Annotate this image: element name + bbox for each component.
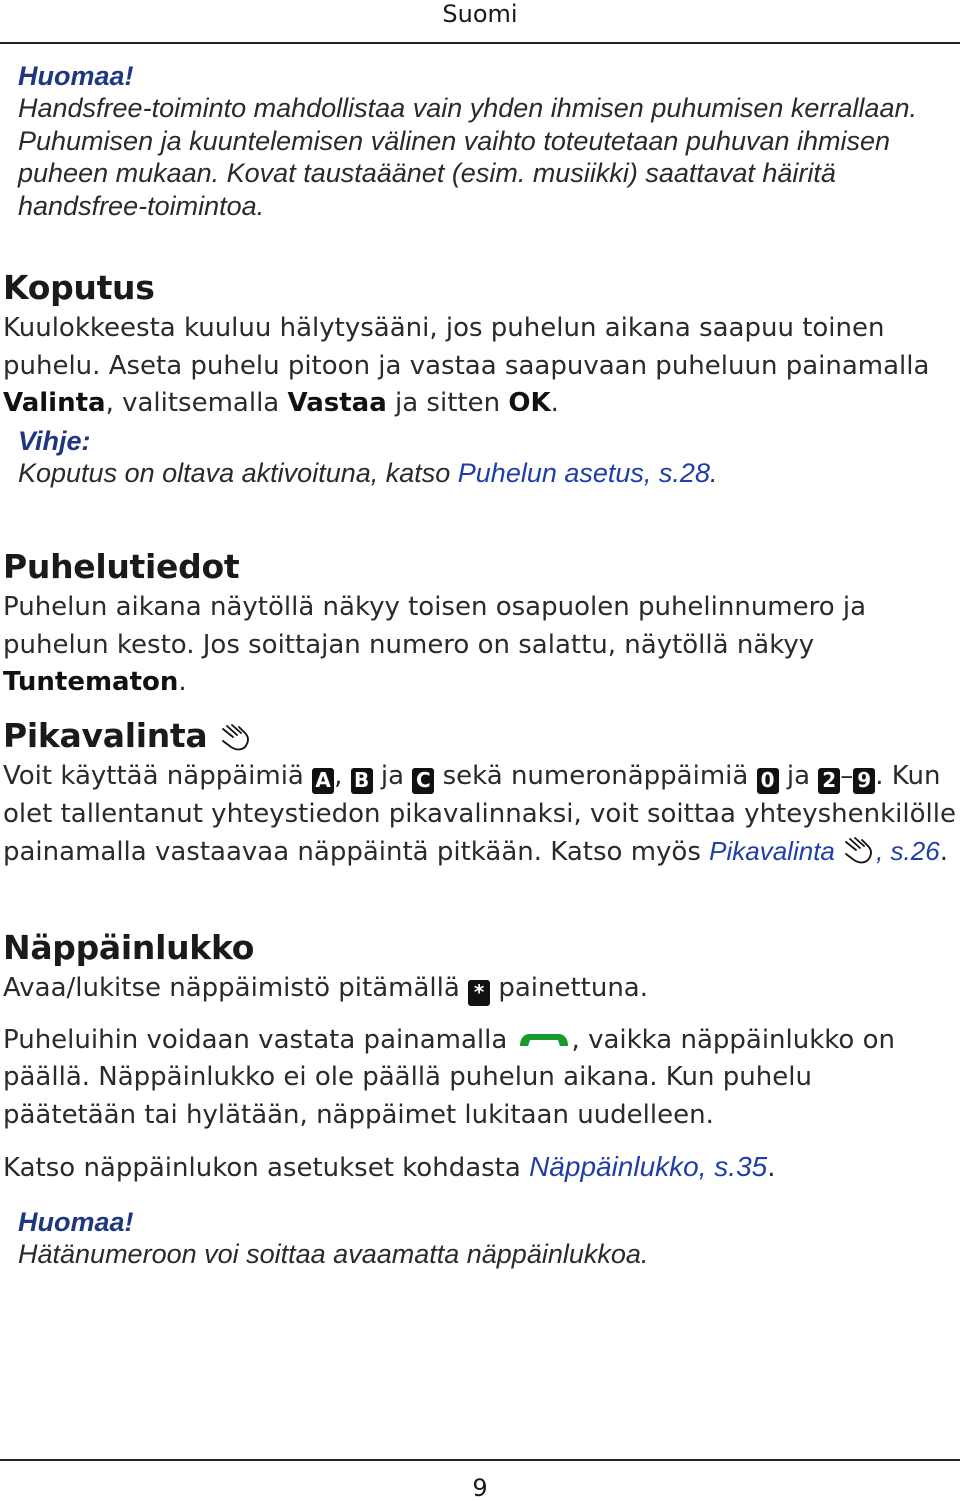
key-star-icon: * (468, 980, 490, 1006)
section-nappainlukko (3, 928, 958, 1188)
text-run: Puheluihin voidaan vastata painamalla (3, 1024, 516, 1055)
key-0-icon: 0 (757, 768, 779, 794)
note-box (3, 60, 958, 222)
footer-rule (0, 1459, 960, 1461)
tip-box (3, 425, 958, 490)
text-run: Puhelun aikana näytöllä näkyy toisen osapuolen puhelinnumero ja puhelun kesto. Jos soittajan numero on salattu, näytöllä näkyy (3, 592, 867, 660)
text-run: . (178, 667, 187, 697)
section-text (3, 758, 958, 872)
text-run: sekä numeronäppäimiä (434, 761, 757, 791)
ui-term-valinta: Valinta (3, 388, 106, 418)
text-run: ja (372, 761, 413, 791)
ui-term-tuntematon: Tuntematon (3, 667, 179, 697)
tip-body (18, 457, 958, 490)
key-a-icon: A (312, 768, 334, 794)
text-run: ja (778, 761, 819, 791)
section-puhelutiedot (3, 547, 958, 702)
text-run: Katso näppäinlukon asetukset kohdasta (3, 1153, 530, 1183)
link-suffix: , s.26 (876, 836, 940, 866)
section-pikavalinta (3, 716, 958, 872)
section-text (3, 1022, 958, 1135)
call-answer-icon (516, 1028, 572, 1052)
section-text (3, 1148, 958, 1188)
ui-term-ok: OK (508, 388, 551, 418)
note-title: Huomaa! (18, 1207, 134, 1237)
note-title: Huomaa! (18, 61, 134, 91)
text-run: ja sitten (386, 388, 509, 418)
text-run: , vaikka näppäinlukko on päällä. Näppäinlukko ei ole päällä puhelun aikana. Kun puhelu päätetään tai hylätään, näppäimet lukitaan uudelleen. (3, 1024, 895, 1130)
text-run: . Kun olet tallentanut yhteystiedon pikavalinnaksi, voit soittaa yhteyshenkilölle painamalla vastaavaa näppäintä pitkään. Katso myös (3, 761, 956, 867)
note-body: Hätänumeroon voi soittaa avaamatta näppäinlukkoa. (18, 1239, 649, 1269)
text-run: painettuna. (490, 973, 649, 1003)
heading-text: Pikavalinta (3, 716, 208, 755)
link-pikavalinta[interactable] (709, 836, 940, 866)
section-text (3, 310, 958, 423)
text-run: Koputus on oltava aktivoituna, katso (18, 457, 458, 488)
key-2-icon: 2 (818, 768, 840, 794)
section-heading: Näppäinlukko (3, 928, 255, 967)
section-text (3, 589, 958, 702)
text-run: . (709, 457, 718, 488)
key-9-icon: 9 (853, 768, 875, 794)
tip-title: Vihje: (18, 425, 91, 456)
section-koputus (3, 268, 958, 489)
section-heading: Koputus (3, 268, 155, 307)
key-b-icon: B (351, 768, 373, 794)
hand-pointing-icon (219, 723, 253, 753)
section-text (3, 970, 958, 1008)
link-puhelun-asetus[interactable]: Puhelun asetus, s.28 (457, 457, 710, 488)
text-run: , (334, 761, 351, 791)
text-run: . (767, 1153, 776, 1183)
text-run: Avaa/lukitse näppäimistö pitämällä (3, 973, 469, 1003)
header-language: Suomi (442, 0, 518, 28)
text-run: . (550, 388, 559, 418)
ui-term-vastaa: Vastaa (287, 388, 387, 418)
note-body: Handsfree-toiminto mahdollistaa vain yhden ihmisen puhumisen kerrallaan. Puhumisen ja kuuntelemisen välinen vaihto toteutetaan puhuvan ihmisen puheen mukaan. Kovat taustaäänet (esim. musiikki) saattavat häiritä handsfree-toimintoa. (18, 93, 917, 221)
text-run: . (939, 837, 948, 867)
link-text: Pikavalinta (709, 836, 835, 866)
header-rule (0, 42, 960, 44)
section-heading (3, 716, 958, 756)
hand-pointing-icon (842, 836, 876, 866)
text-run: – (840, 761, 854, 791)
section-heading: Puhelutiedot (3, 547, 240, 586)
note-box (3, 1206, 958, 1271)
page-number: 9 (472, 1474, 488, 1502)
text-run: Kuulokkeesta kuuluu hälytysääni, jos puhelun aikana saapuu toinen puhelu. Aseta puhelu pitoon ja vastaa saapuvaan puheluun painamalla (3, 313, 930, 381)
text-run: , valitsemalla (105, 388, 288, 418)
key-c-icon: C (412, 768, 434, 794)
text-run: Voit käyttää näppäimiä (3, 761, 313, 791)
link-nappainlukko[interactable]: Näppäinlukko, s.35 (529, 1151, 768, 1182)
